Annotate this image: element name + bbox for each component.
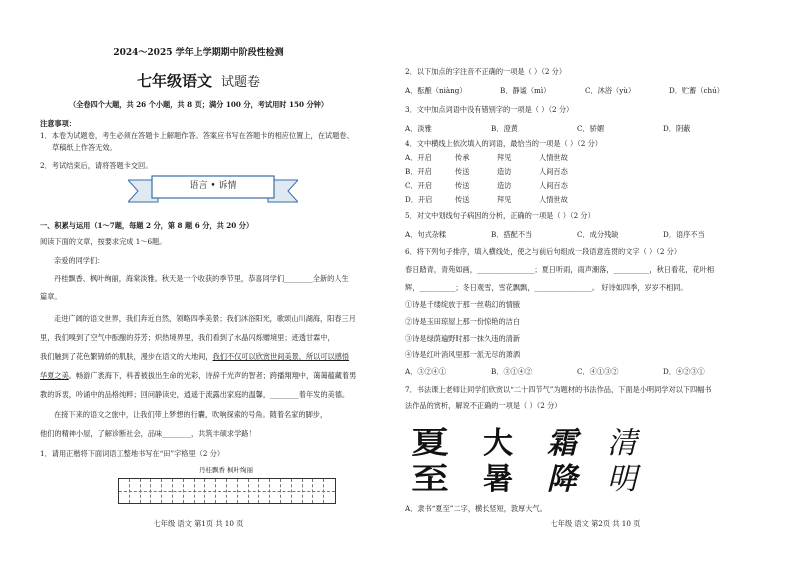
para2-line3-post: 所以可以感悟 — [305, 352, 350, 361]
q4-a-2: 传承 — [455, 153, 470, 162]
q4-a-3: 拜见 — [497, 153, 512, 162]
para2-line4-post: 。畅游广袤海下，科普被拔出生命的光彩，诗辞千光声的智者；跨播翔翔中，蔼蔼蕴藏着男 — [68, 371, 357, 380]
q4-c-4: 人间百态 — [539, 181, 568, 190]
right-page — [397, 0, 794, 561]
q4-b-1: B．开启 — [405, 167, 432, 176]
banner-text: 语言 • 诉情 — [189, 181, 237, 191]
greeting: 亲爱的同学们： — [54, 256, 105, 265]
q4-a-1: A．开启 — [405, 153, 432, 162]
q4-b-4: 人间百态 — [539, 167, 568, 176]
question-1: 1．请用正楷将下面词语工整地书写在“田”字格里（2 分） — [40, 449, 225, 458]
q6-option-d[interactable]: D．④②③① — [663, 367, 705, 376]
q5-option-d[interactable]: D．语序不当 — [663, 230, 705, 239]
q4-b-3: 造访 — [497, 167, 512, 176]
tianzige-grid[interactable] — [118, 478, 336, 504]
q4-d-4: 人情世故 — [539, 195, 568, 204]
q4-c-1: C．开启 — [405, 181, 433, 190]
q4-d-1: D．开启 — [405, 195, 433, 204]
footer-left: 七年级 语文 第1页 共 10 页 — [153, 519, 244, 528]
calligraphy-char: 夏 — [411, 426, 449, 461]
q2-option-c[interactable]: C．沐浴（yù） — [585, 86, 636, 95]
para2-line4 — [40, 371, 356, 381]
calligraphy-char: 降 — [547, 462, 577, 497]
subject-title-main: 七年级语文 — [136, 72, 212, 90]
q3-option-b[interactable]: B．澄黄 — [491, 124, 518, 133]
para1-line2: 篇章。 — [40, 292, 62, 301]
calligraphy-char: 大 — [483, 426, 513, 461]
para2-line4-underlined: 华夏之美 — [40, 371, 69, 380]
question-6: 6．将下列句子排序，填入横线处，使之与前后句组成一段语意连贯的文字（ ）（2 分） — [405, 247, 682, 256]
para2-line3 — [40, 352, 349, 362]
notes-heading: 注意事项： — [40, 119, 76, 128]
q4-d-3: 拜见 — [497, 195, 512, 204]
q6-item-2: ②诗是玉田琼屋上那一份惊艳的洁白 — [405, 317, 521, 326]
question-2: 2．以下加点的字注音不正确的一项是（ ）（2 分） — [405, 67, 567, 76]
q7-option-a[interactable]: A．隶书“夏至”二字，横长竖短，敦厚大气。 — [405, 504, 547, 513]
calligraphy-char: 明 — [607, 462, 637, 497]
para2-underlined-sentence: 我们不仅可以欣赏世间美景， — [212, 352, 306, 361]
para3-line2: 他们的精神小屋，了解诊断社会，品味________，共筑丰硕求学路！ — [40, 429, 256, 438]
exam-title: 2024～2025 学年上学期期中阶段性检测 — [113, 48, 284, 58]
q6-item-4: ④诗是红叶消风里那一派无尽的萧洒 — [405, 350, 521, 359]
q5-option-b[interactable]: B．搭配不当 — [491, 230, 533, 239]
para2-line5: 教的诉衷，吟诵中的品格纯粹；回问静读史，逍遥于流露出家庭的温馨，________着年发的美德。 — [40, 390, 350, 399]
q2-option-d[interactable]: D．贮蓄（chú） — [669, 86, 724, 95]
q6-item-3: ③诗是绿荫遍野时那一抹久违的清新 — [405, 334, 521, 343]
calligraphy-char: 至 — [411, 462, 449, 497]
note-2: 2．考试结束后，请将答题卡交回。 — [40, 161, 153, 170]
q2-option-a[interactable]: A．酝酿（niàng） — [405, 86, 467, 95]
section1-instruction: 阅读下面的文章，按要求完成 1～6题。 — [40, 237, 167, 246]
calligraphy-char: 清 — [607, 426, 637, 461]
q6-option-b[interactable]: B．③①④② — [491, 367, 533, 376]
q6-passage-line1: 春日踏青，青苑如画，________________；夏日听雨，雨声潮落，__________，秋日看花，花叶相 — [405, 265, 715, 274]
q1-words: 丹桂飘香 枫叶绚丽 — [198, 466, 254, 474]
question-7-line1: 7．书法课上老师让同学们欣赏以“二十四节气”为题材的书法作品，下面是小明同学对以下四幅书 — [405, 385, 712, 394]
question-7-line2: 法作品的赏析，解说不正确的一项是（ ）（2 分） — [405, 401, 562, 410]
calligraphy-image — [411, 418, 641, 497]
q3-option-d[interactable]: D．阴蔽 — [663, 124, 691, 133]
q4-a-4: 人情世故 — [539, 153, 568, 162]
q6-item-1: ①诗是千缕绽放于那一丝萌幻的情腋 — [405, 300, 521, 309]
subject-title — [0, 70, 397, 91]
q4-b-2: 传送 — [455, 167, 470, 176]
para2-line3-pre: 我们触到了花色繁锦娇的肌肤，漫步在语文的大地间， — [40, 352, 213, 361]
para2-line2: 里，我们嗅到了空气中酝酿的芬芳；炽热境界里，我们看到了水晶闪烁赠境里；迹透甘霖中， — [40, 333, 335, 342]
exam-info: （全卷四个大题，共 26 个小题，共 8 页；满分 100 分，考试用时 150 分钟） — [68, 100, 329, 109]
q6-option-c[interactable]: C．④①③② — [577, 367, 619, 376]
q4-c-3: 造访 — [497, 181, 512, 190]
q3-option-a[interactable]: A．淡雅 — [405, 124, 432, 133]
q4-d-2: 传送 — [455, 195, 470, 204]
q4-c-2: 传送 — [455, 181, 470, 190]
note-1-line-2: 草稿纸上作答无效。 — [52, 143, 117, 152]
q2-option-b[interactable]: B．静谧（mì） — [500, 86, 551, 95]
question-4: 4．文中横线上依次填入的词语，最恰当的一项是（ ）（2 分） — [405, 139, 602, 148]
para3-line1: 在接下来的语文之旅中，让我们带上梦想的行囊，吹响探索的号角。随着名家的脚步， — [54, 410, 328, 419]
section1-heading: 一、积累与运用（1～7题，每题 2 分，第 8 题 6 分，共 20 分） — [40, 221, 254, 230]
q5-option-a[interactable]: A．句式杂糅 — [405, 230, 447, 239]
footer-right: 七年级 语文 第2页 共 10 页 — [550, 519, 641, 528]
q6-option-a[interactable]: A．③②④① — [405, 367, 447, 376]
q5-option-c[interactable]: C．成分残缺 — [577, 230, 619, 239]
note-1-line-1: 1．本卷为试题卷，考生必须在答题卡上解题作答。答案应书写在答题卡的相应位置上，在试题卷、 — [40, 131, 354, 140]
question-5: 5．对文中划线句子病因的分析，正确的一项是（ ）（2 分） — [405, 211, 595, 220]
q3-option-c[interactable]: C．骄媚 — [577, 124, 605, 133]
calligraphy-char: 霜 — [547, 426, 577, 461]
para2-line1: 走进广阔的语文世界，我们奔近自然，领略四季美景；我们沐浴阳光，歌颂山川湖海，阳春三月 — [54, 314, 356, 323]
para1-line1: 丹桂飘香、枫叶绚丽，海棠淡雅。秋天是一个收获的季节里，恭喜同学们________全新的人生 — [54, 274, 349, 283]
question-3: 3．文中加点词语中没有错别字的一项是（ ）（2 分） — [405, 105, 574, 114]
q6-passage-line2: 辉，__________；冬日观雪，雪花飘飘，________________。 好诗如四季，岁岁不相同。 — [405, 283, 688, 292]
calligraphy-char: 暑 — [483, 462, 513, 497]
subject-title-suffix: 试题卷 — [221, 75, 261, 90]
